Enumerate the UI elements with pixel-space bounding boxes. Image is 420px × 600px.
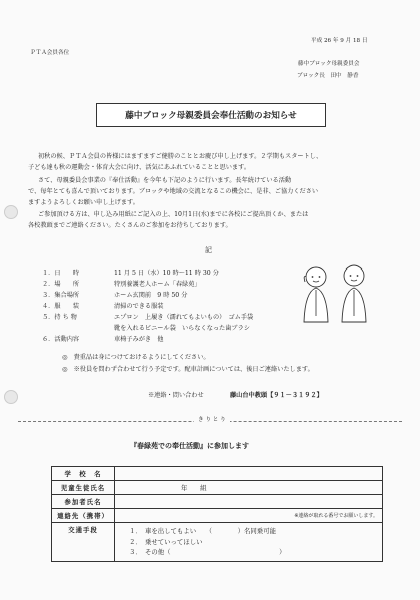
punch-hole xyxy=(4,205,18,219)
body-line: 初秋の候、ＰＴＡ会員の皆様にはますますご健勝のこととお慶び申し上げます。２学期もスタートし、 xyxy=(38,153,323,160)
detail-value: 11 月 5 日（水）10 時～11 時 30 分 xyxy=(114,270,219,277)
school-label: 学 校 名 xyxy=(52,467,115,481)
detail-row xyxy=(42,279,201,288)
detail-row xyxy=(42,334,164,343)
student-field[interactable] xyxy=(115,481,383,495)
phone-label: 連絡先（携帯） xyxy=(52,509,115,523)
body-line: で、毎年とても喜んで頂いております。ブロックや地域の交流となるこの機会に、是非、ご協力ください xyxy=(28,188,319,195)
document-date: 平成 26 年 9 月 18 日 xyxy=(311,38,368,44)
form-row-phone xyxy=(52,509,383,523)
transport-label: 交通手段 xyxy=(52,523,115,562)
detail-row xyxy=(42,312,253,321)
registration-form xyxy=(51,466,383,562)
transport-option: ３． その他（ ） xyxy=(129,548,286,557)
detail-row xyxy=(42,323,250,332)
transport-options[interactable] xyxy=(115,523,383,562)
detail-label: １．日 時 xyxy=(42,270,80,277)
form-title: 『春緑苑での奉仕活動』に参加します xyxy=(130,442,249,450)
detail-row xyxy=(42,301,164,310)
participant-field[interactable] xyxy=(115,495,383,509)
form-row-transport xyxy=(52,523,383,562)
body-line: ご参加頂ける方は、申し込み用紙にご記入の上、10月1日(水)までに各校にご提出頂くか、または xyxy=(38,211,309,218)
body-line: ますようよろしくお願い申し上げます。 xyxy=(28,199,139,206)
detail-label: ３．集合場所 xyxy=(42,292,80,299)
detail-label: ２．場 所 xyxy=(42,281,80,288)
detail-row xyxy=(42,290,187,299)
note-line: ◎ ※役員を問わず合わせて行う予定です。配車計画については、後日ご連絡いたします。 xyxy=(62,366,314,373)
detail-label: ６．活動内容 xyxy=(42,336,80,343)
detail-value: ホーム玄関前 9 時 50 分 xyxy=(114,292,188,299)
contact-value: 藤山台中教頭【９１－３１９２】 xyxy=(230,392,323,399)
transport-option: ２． 乗せていってほしい xyxy=(129,537,203,546)
contact-label: ※連絡・問い合わせ xyxy=(148,392,204,399)
detail-value: エプロン 上履き（濡れてもよいもの） ゴム手袋 xyxy=(114,314,254,321)
sender-org: 藤中ブロック母親委員会 xyxy=(298,61,360,67)
note-line: ◎ 貴重品は身につけておけるようにしてください。 xyxy=(62,354,210,361)
participant-label: 参加者氏名 xyxy=(52,495,115,509)
form-row-student xyxy=(52,481,383,495)
detail-label: ４．服 装 xyxy=(42,303,80,310)
student-label: 児童生徒氏名 xyxy=(52,481,115,495)
form-row-school xyxy=(52,467,383,481)
cut-label: き り と り xyxy=(194,417,230,424)
body-line: 各校教頭までご連絡ください。たくさんのご参加をお待ちしております。 xyxy=(28,222,232,229)
form-row-participant xyxy=(52,495,383,509)
grade-class: 年 組 xyxy=(181,484,207,492)
detail-value: 特別養護老人ホーム「春緑苑」 xyxy=(114,281,201,288)
elderly-couple-illustration xyxy=(298,262,374,326)
addressee: ＰＴＡ会員各位 xyxy=(30,50,70,56)
detail-row xyxy=(42,268,219,277)
detail-value: 靴を入れるビニール袋 いらなくなった歯ブラシ xyxy=(114,325,250,332)
phone-field[interactable] xyxy=(115,509,383,523)
transport-option: １． 車を出してもよい （ ）名同乗可能 xyxy=(129,527,276,536)
body-line: 子ども達も秋の運動会・体育大会に向け、活気にあふれていることと思います。 xyxy=(28,164,251,171)
detail-value: 車椅子みがき 他 xyxy=(114,336,164,343)
detail-label: ５．持 ち 物 xyxy=(42,314,77,321)
sender-title: ブロック長 田中 静香 xyxy=(297,73,359,79)
ki-heading: 記 xyxy=(205,246,212,254)
school-field[interactable] xyxy=(115,467,383,481)
detail-value: 清掃のできる服装 xyxy=(114,303,164,310)
punch-hole xyxy=(4,390,18,404)
document-title: 藤中ブロック母親委員会奉仕活動のお知らせ xyxy=(96,103,326,127)
body-line: さて、母親委員会事業の『奉仕活動』を今年も下記のように行います。長年続けている活動 xyxy=(38,177,292,184)
phone-note: ※連絡が取れる番号でお願いします。 xyxy=(294,513,378,519)
